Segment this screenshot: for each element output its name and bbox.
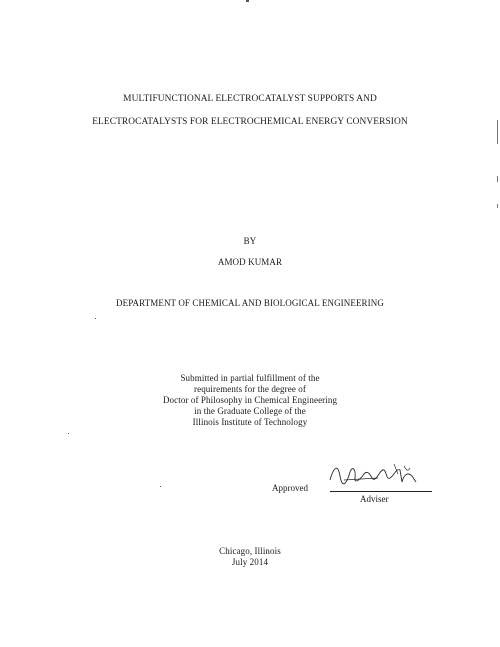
author-name: AMOD KUMAR <box>217 257 283 267</box>
scan-speck <box>160 486 161 487</box>
signature-line <box>330 491 432 492</box>
scan-edge-mark <box>497 120 498 144</box>
location: Chicago, Illinois <box>219 546 281 556</box>
submission-date: July 2014 <box>231 557 269 567</box>
submission-line-5: Illinois Institute of Technology <box>192 417 308 427</box>
approval-block <box>272 476 442 516</box>
scan-edge-mark <box>497 176 498 182</box>
thesis-title-line-1: MULTIFUNCTIONAL ELECTROCATALYST SUPPORTS AND <box>123 94 377 104</box>
scan-speck <box>68 433 69 434</box>
submission-line-2: requirements for the degree of <box>194 384 306 394</box>
advisor-signature <box>324 460 420 490</box>
department-name: DEPARTMENT OF CHEMICAL AND BIOLOGICAL ENGINEERING <box>116 298 384 308</box>
approved-label: Approved <box>272 483 308 493</box>
thesis-title-line-2: ELECTROCATALYSTS FOR ELECTROCHEMICAL ENERGY CONVERSION <box>92 117 408 127</box>
scan-edge-mark <box>497 204 498 208</box>
submission-line-4: in the Graduate College of the <box>194 406 306 416</box>
scan-speck <box>95 318 96 319</box>
submission-line-1: Submitted in partial fulfillment of the <box>180 373 320 383</box>
by-label: BY <box>243 236 257 246</box>
scan-speck <box>246 0 249 2</box>
submission-line-3: Doctor of Philosophy in Chemical Engineering <box>162 395 338 405</box>
advisor-label: Adviser <box>360 494 389 504</box>
